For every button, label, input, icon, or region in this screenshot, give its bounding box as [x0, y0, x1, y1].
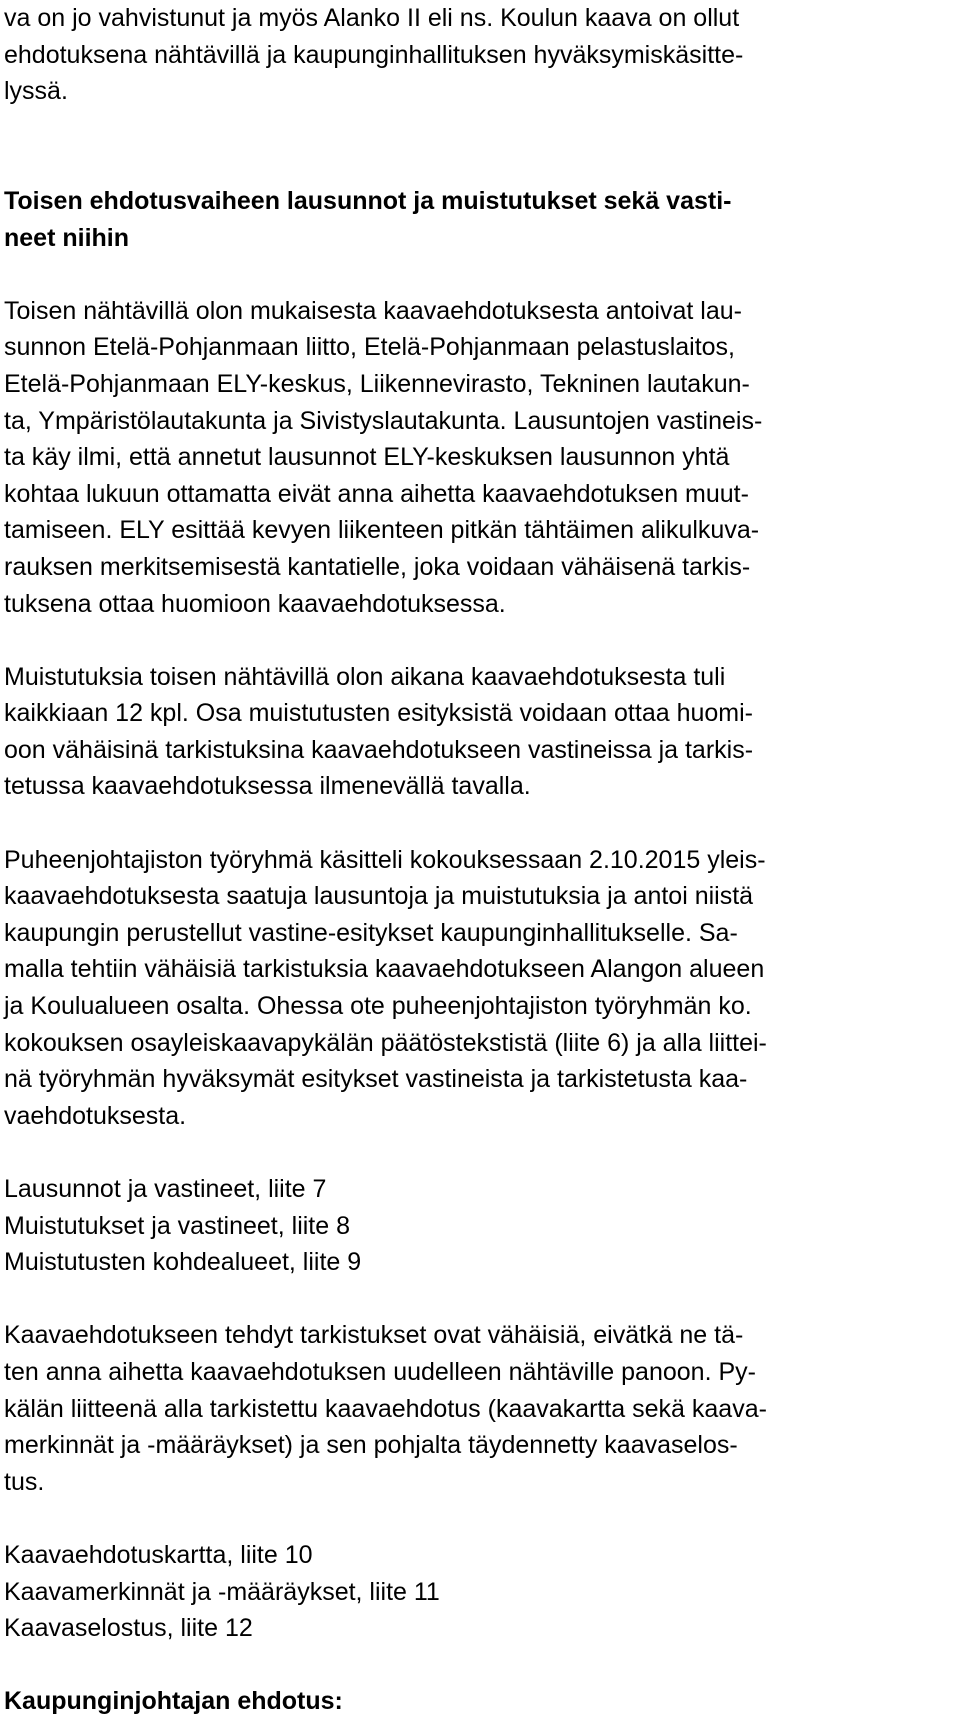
paragraph-gap [4, 146, 956, 183]
working-group-paragraph [4, 842, 956, 1135]
attachment-item: Muistutusten kohdealueet, liite 9 [4, 1248, 362, 1277]
text-line: Etelä-Pohjanmaan ELY-keskus, Liikennevirasto, Tekninen lautakun- [4, 369, 750, 398]
section-heading [4, 183, 956, 256]
heading-line: neet niihin [4, 223, 129, 252]
paragraph-gap [4, 805, 956, 842]
paragraph-gap [4, 622, 956, 659]
paragraph-gap [4, 256, 956, 293]
attachment-item: Kaavamerkinnät ja -määräykset, liite 11 [4, 1577, 440, 1606]
text-line: oon vähäisinä tarkistuksina kaavaehdotukseen vastineissa ja tarkis- [4, 735, 754, 764]
reminders-paragraph [4, 659, 956, 805]
attachments-list-1 [4, 1171, 956, 1281]
text-line: ja Koulualueen osalta. Ohessa ote puheenjohtajiston työryhmän ko. [4, 992, 752, 1021]
attachment-item: Muistutukset ja vastineet, liite 8 [4, 1211, 350, 1240]
paragraph-gap [4, 1134, 956, 1171]
text-line: Toisen nähtävillä olon mukaisesta kaavaehdotuksesta antoivat lau- [4, 296, 742, 325]
text-line: tuksena ottaa huomioon kaavaehdotuksessa. [4, 589, 506, 618]
text-line: nä työryhmän hyväksymät esitykset vastineista ja tarkistetusta kaa- [4, 1065, 748, 1094]
heading-line: Toisen ehdotusvaiheen lausunnot ja muistutukset sekä vasti- [4, 186, 732, 215]
text-line: kaavaehdotuksesta saatuja lausuntoja ja muistutuksia ja antoi niistä [4, 882, 754, 911]
text-line: ta, Ympäristölautakunta ja Sivistyslautakunta. Lausuntojen vastineis- [4, 406, 763, 435]
text-line: rauksen merkitsemisestä kantatielle, joka voidaan vähäisenä tarkis- [4, 552, 751, 581]
text-line: tus. [4, 1467, 45, 1496]
paragraph-gap [4, 110, 956, 147]
text-line: va on jo vahvistunut ja myös Alanko II eli ns. Koulun kaava on ollut [4, 4, 740, 32]
text-line: ta käy ilmi, että annetut lausunnot ELY-keskuksen lausunnon yhtä [4, 443, 730, 472]
intro-paragraph [4, 0, 956, 110]
text-line: ten anna aihetta kaavaehdotuksen uudelleen nähtäville panoon. Py- [4, 1357, 756, 1386]
proposal-heading [4, 1683, 956, 1720]
text-line: kälän liitteenä alla tarkistettu kaavaehdotus (kaavakartta sekä kaava- [4, 1394, 767, 1423]
text-line: vaehdotuksesta. [4, 1101, 187, 1130]
paragraph-gap [4, 1500, 956, 1537]
text-line: tetussa kaavaehdotuksessa ilmenevällä tavalla. [4, 772, 531, 801]
statements-paragraph [4, 293, 956, 622]
attachments-list-2 [4, 1537, 956, 1647]
text-line: malla tehtiin vähäisiä tarkistuksia kaavaehdotukseen Alangon alueen [4, 955, 765, 984]
text-line: merkinnät ja -määräykset) ja sen pohjalta täydennetty kaavaselos- [4, 1431, 738, 1460]
attachment-item: Lausunnot ja vastineet, liite 7 [4, 1175, 327, 1203]
attachment-item: Kaavaselostus, liite 12 [4, 1614, 253, 1643]
revisions-paragraph [4, 1317, 956, 1500]
attachment-item: Kaavaehdotuskartta, liite 10 [4, 1540, 313, 1569]
text-line: Kaavaehdotukseen tehdyt tarkistukset ovat vähäisiä, eivätkä ne tä- [4, 1321, 744, 1350]
text-line: kokouksen osayleiskaavapykälän päätöstekstistä (liite 6) ja alla liittei- [4, 1028, 767, 1057]
text-line: Puheenjohtajiston työryhmä käsitteli kokouksessaan 2.10.2015 yleis- [4, 845, 766, 874]
document-page [4, 0, 956, 1720]
paragraph-gap [4, 1647, 956, 1684]
text-line: Muistutuksia toisen nähtävillä olon aikana kaavaehdotuksesta tuli [4, 662, 726, 691]
text-line: tamiseen. ELY esittää kevyen liikenteen pitkän tähtäimen alikulkuva- [4, 516, 760, 545]
proposal-heading-text: Kaupunginjohtajan ehdotus: [4, 1687, 343, 1716]
paragraph-gap [4, 1281, 956, 1318]
text-line: kaupungin perustellut vastine-esitykset kaupunginhallitukselle. Sa- [4, 918, 738, 947]
text-line: sunnon Etelä-Pohjanmaan liitto, Etelä-Pohjanmaan pelastuslaitos, [4, 333, 736, 362]
text-line: lyssä. [4, 77, 68, 106]
text-line: kaikkiaan 12 kpl. Osa muistutusten esityksistä voidaan ottaa huomi- [4, 699, 753, 728]
text-line: ehdotuksena nähtävillä ja kaupunginhallituksen hyväksymiskäsitte- [4, 40, 744, 69]
text-line: kohtaa lukuun ottamatta eivät anna aihetta kaavaehdotuksen muut- [4, 479, 749, 508]
